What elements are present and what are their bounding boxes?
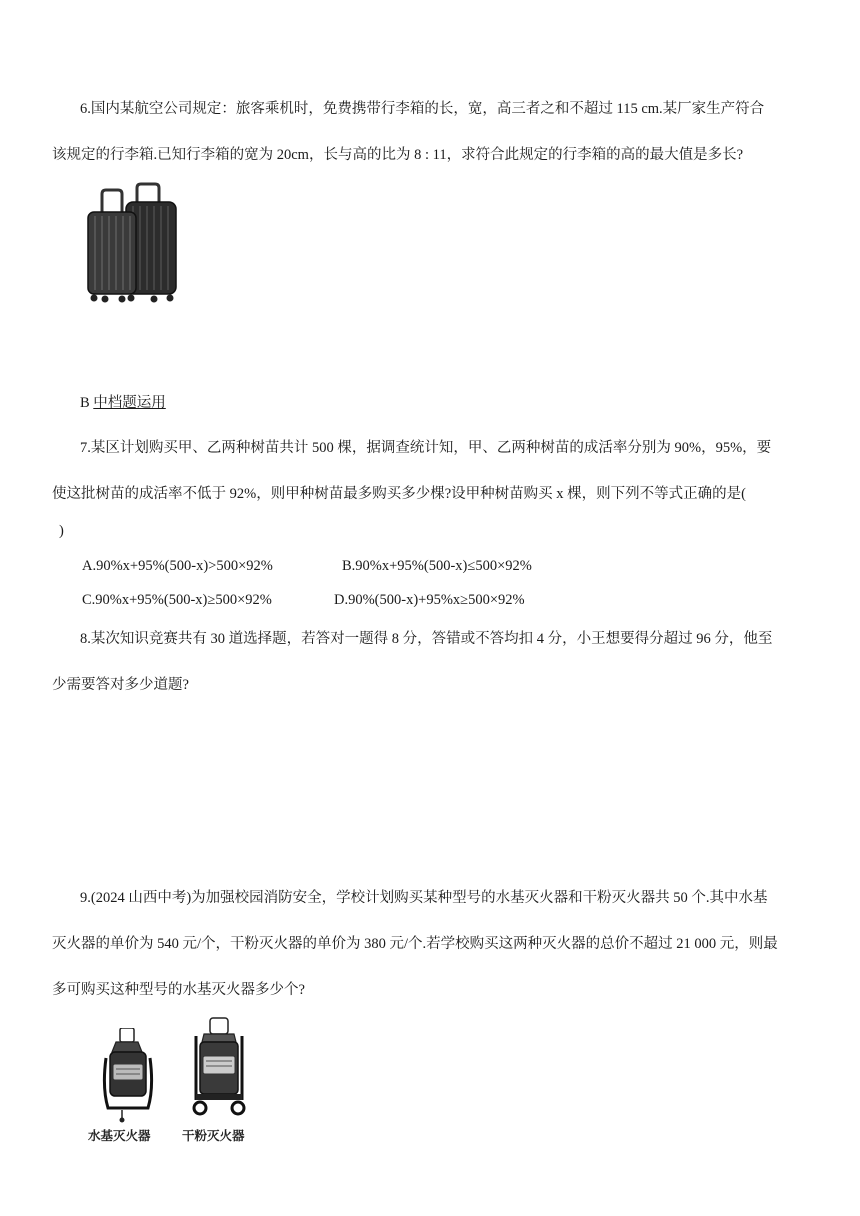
q9-line-2: 灭火器的单价为 540 元/个，干粉灭火器的单价为 380 元/个.若学校购买这两种灭火器的总价不超过 21 000 元，则最 xyxy=(52,936,778,952)
q7-line-1: 7.某区计划购买甲、乙两种树苗共计 500 棵，据调查统计知，甲、乙两种树苗的成活率分别为 90%，95%，要 xyxy=(80,440,772,456)
q6-line-2: 该规定的行李箱.已知行李箱的宽为 20cm，长与高的比为 8 : 11，求符合此规定的行李箱的高的最大值是多长? xyxy=(52,147,744,163)
water-extinguisher-image xyxy=(98,1028,158,1123)
powder-extinguisher-image xyxy=(190,1016,252,1116)
q9-line-1: 9.(2024 山西中考)为加强校园消防安全，学校计划购买某种型号的水基灭火器和干粉灭火器共 50 个.其中水基 xyxy=(80,890,768,906)
q8-line-1: 8.某次知识竞赛共有 30 道选择题，若答对一题得 8 分，答错或不答均扣 4 分，小王想要得分超过 96 分，他至 xyxy=(80,631,773,647)
q9-line-3: 多可购买这种型号的水基灭火器多少个? xyxy=(52,982,305,998)
q7-option-b: B.90%x+95%(500-x)≤500×92% xyxy=(342,558,532,574)
q7-line-2: 使这批树苗的成活率不低于 92%，则甲种树苗最多购买多少棵?设甲种树苗购买 x 棵，则下列不等式正确的是( xyxy=(52,486,746,502)
q7-option-c: C.90%x+95%(500-x)≥500×92% xyxy=(82,592,272,608)
section-letter: B xyxy=(80,395,90,411)
section-heading xyxy=(80,393,166,413)
q7-line-3: ) xyxy=(59,523,64,539)
water-extinguisher-caption: 水基灭火器 xyxy=(88,1128,151,1143)
q7-option-a: A.90%x+95%(500-x)>500×92% xyxy=(82,558,273,574)
q6-line-1: 6.国内某航空公司规定：旅客乘机时，免费携带行李箱的长，宽，高三者之和不超过 115 cm.某厂家生产符合 xyxy=(80,101,765,117)
section-title: 中档题运用 xyxy=(93,395,166,411)
q7-option-d: D.90%(500-x)+95%x≥500×92% xyxy=(334,592,525,608)
luggage-image xyxy=(80,182,190,307)
powder-extinguisher-caption: 干粉灭火器 xyxy=(182,1128,245,1143)
q8-line-2: 少需要答对多少道题? xyxy=(52,677,189,693)
